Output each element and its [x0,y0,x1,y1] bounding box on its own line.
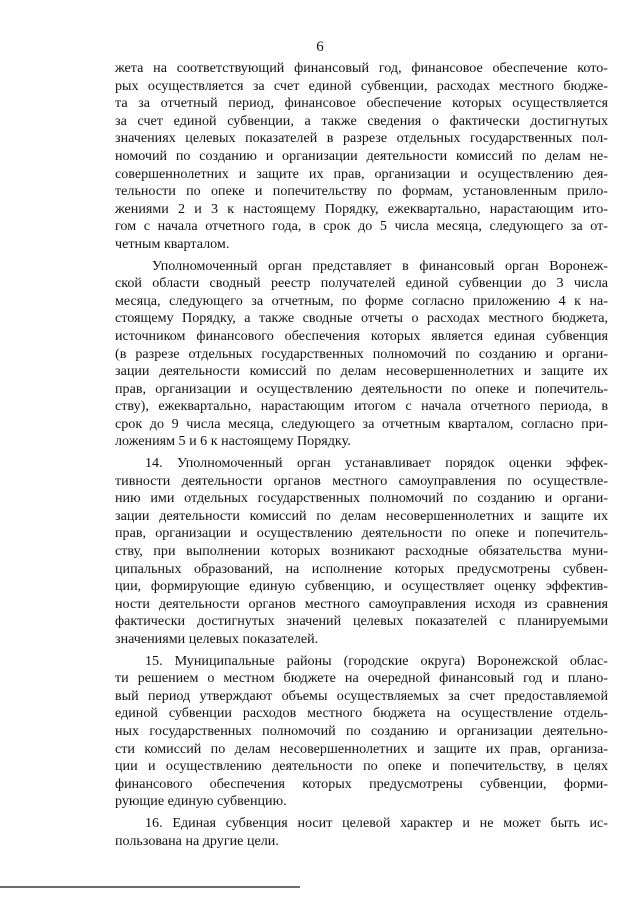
text-line: ству), ежеквартально, нарастающим итогом с начала отчетного периода, в [115,398,608,415]
text-line: номочий по созданию и организации деятельности комиссий по делам не- [115,147,608,164]
text-line: значениях целевых показателей в разрезе отдельных государственных пол- [115,130,608,147]
text-line: месяца, следующего за отчетным, по форме согласно приложению 4 к на- [115,292,608,309]
text-line: прав, организации и осуществлению деятельности по опеке и попечитель- [115,380,608,397]
text-line: фактически достигнутых значений целевых показателей с планируемыми [115,613,608,630]
text-line: ности деятельности органов местного самоуправления исходя из сравнения [115,595,608,612]
text-line: совершеннолетних и защите их прав, организации и осуществлению дея- [115,165,608,182]
text-line: источником финансового обеспечения которых является единая субвенция [115,327,608,344]
text-line: рующие единую субвенцию. [115,793,287,810]
text-line: 16. Единая субвенция носит целевой характер и не может быть ис- [145,814,608,831]
page-number: 6 [316,39,324,55]
text-line: стоящему Порядку, а также сводные отчеты о расходах местного бюджета, [115,310,608,327]
text-line: четным кварталом. [115,235,230,252]
text-line: значениями целевых показателей. [115,631,319,647]
text-line: за счет единой субвенции, а также сведения о фактически достигнутых [115,112,608,129]
text-line: жета на соответствующий финансовый год, финансовое обеспечение кото- [115,60,608,76]
text-line: финансового обеспечения которых предусмотрены субвенции, форми- [115,775,608,792]
text-line: тельности по опеке и попечительству по формам, установленным прило- [115,183,608,200]
document-body [115,60,608,850]
text-line: ципальных образований, на исполнение которых предусмотрены субвен- [115,560,608,577]
paragraph-reporting [115,258,608,452]
text-line: 14. Уполномоченный орган устанавливает порядок оценки эффек- [145,455,608,472]
paragraph-item-14 [115,455,608,649]
text-line: гом с начала отчетного года, в срок до 5 числа месяца, следующего за от- [115,218,608,235]
text-line: ции и осуществлению деятельности по опеке и попечительству, в целях [115,758,608,775]
text-line: ству, при выполнении которых возникают расходные обязательства муни- [115,543,608,560]
text-line: ных государственных полномочий по созданию и организации деятельно- [115,722,608,739]
text-line: пользована на другие цели. [115,832,279,849]
text-line: та за отчетный период, финансовое обеспечение которых осуществляется [115,95,608,112]
text-line: жениями 2 и 3 к настоящему Порядку, ежеквартально, нарастающим ито- [115,200,608,217]
text-line: срок до 9 числа месяца, следующего за отчетным кварталом, согласно при- [115,415,608,432]
text-line: (в разрезе отдельных государственных полномочий по созданию и органи- [115,345,608,362]
paragraph-continuation [115,60,608,254]
text-line: ложениям 5 и 6 к настоящему Порядку. [115,433,351,450]
text-line: ской области сводный реестр получателей единой субвенции до 3 числа [115,275,608,292]
text-line: нию ими отдельных государственных полномочий по созданию и органи- [115,490,608,507]
scan-edge-line [0,886,300,888]
text-line: вый период утверждают объемы осуществляемых за счет предоставляемой [115,687,608,704]
paragraph-item-16 [115,815,608,850]
text-line: 15. Муниципальные районы (городские округа) Воронежской облас- [145,652,608,669]
text-line: ти решением о местном бюджете на очередной финансовый год и плано- [115,670,608,687]
text-line: рых осуществляется за счет единой субвенции, расходах местного бюдже- [115,77,608,94]
text-line: зации деятельности комиссий по делам несовершеннолетних и защите их [115,363,608,380]
text-line: ции, формирующие единую субвенцию, и осуществляет оценку эффектив- [115,578,608,595]
text-line: зации деятельности комиссий по делам несовершеннолетних и защите их [115,507,608,524]
text-line: сти комиссий по делам несовершеннолетних и защите их прав, организа- [115,740,608,757]
paragraph-item-15 [115,653,608,811]
text-line: тивности деятельности органов местного самоуправления по осуществле- [115,472,608,489]
text-line: Уполномоченный орган представляет в финансовый орган Воронеж- [152,257,608,274]
text-line: единой субвенции расходов местного бюджета на осуществление отдель- [115,705,608,722]
text-line: прав, организации и осуществлению деятельности по опеке и попечитель- [115,525,608,542]
